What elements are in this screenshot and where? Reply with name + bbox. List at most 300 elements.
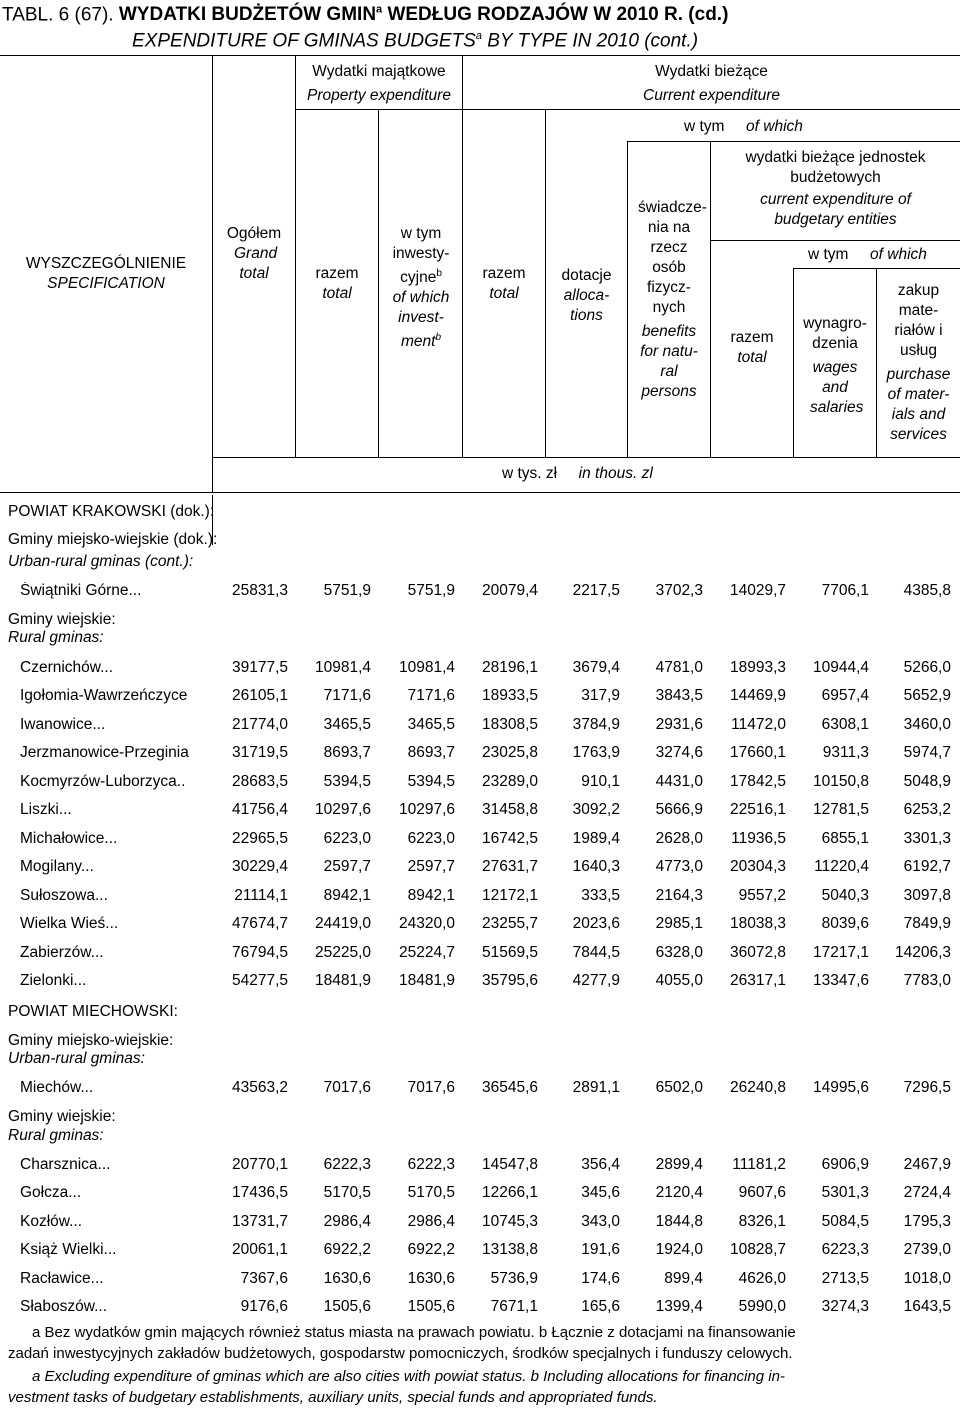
table-title-en-rest: BY TYPE IN 2010 (cont.) xyxy=(481,30,699,52)
table-cell: 47674,7 xyxy=(231,915,288,932)
units-pl: wydatki bieżące jednostek budżetowych xyxy=(745,149,926,186)
table-cell: 5170,5 xyxy=(323,1184,371,1201)
wages-en: wages and salaries xyxy=(810,359,864,416)
razem-label: razem xyxy=(730,329,774,346)
row-label xyxy=(20,744,212,762)
col-divider xyxy=(462,55,463,457)
table-cell: 22965,5 xyxy=(231,830,288,847)
table-cell: 5990,0 xyxy=(738,1298,786,1315)
table-cell: 2023,6 xyxy=(572,915,620,932)
table-cell: 9557,2 xyxy=(738,887,786,904)
wages-pl: wynagro-dzenia xyxy=(803,315,867,352)
table-cell: 7844,5 xyxy=(572,944,620,961)
table-cell: 6308,1 xyxy=(821,716,869,733)
wtym-label: w tym xyxy=(684,118,725,135)
table-cell: 7296,5 xyxy=(903,1079,951,1096)
total-label: total xyxy=(489,285,519,302)
table-cell: 12266,1 xyxy=(481,1184,538,1201)
table-cell: 5170,5 xyxy=(407,1184,455,1201)
table-title-main: WYDATKI BUDŻETÓW GMIN xyxy=(118,4,377,26)
property-en: Property expenditure xyxy=(307,87,451,104)
table-cell: 191,6 xyxy=(581,1241,620,1258)
row-label xyxy=(20,801,212,819)
table-cell: 36072,8 xyxy=(729,944,786,961)
table-cell: 9311,3 xyxy=(822,744,869,761)
table-cell: 2597,7 xyxy=(323,858,371,875)
table-cell: 31719,5 xyxy=(231,744,288,761)
gmina-name: Świątniki Górne xyxy=(20,582,129,599)
table-cell: 6223,0 xyxy=(407,830,455,847)
table-cell: 6922,2 xyxy=(407,1241,455,1258)
leader-dots: ... xyxy=(90,1270,104,1287)
footnote-marker-en: a xyxy=(475,30,482,42)
benefits-header xyxy=(628,198,710,402)
leader-dots: ... xyxy=(128,582,142,599)
table-cell: 18481,9 xyxy=(398,972,455,989)
table-cell: 6328,0 xyxy=(655,944,703,961)
table-cell: 43563,2 xyxy=(231,1079,288,1096)
gmina-name: Słaboszów xyxy=(20,1298,95,1315)
table-cell: 343,0 xyxy=(581,1213,620,1230)
table-cell: 30229,4 xyxy=(231,858,288,875)
table-cell: 1399,4 xyxy=(655,1298,703,1315)
section-rural-en: Rural gminas: xyxy=(8,629,104,646)
table-cell: 18308,5 xyxy=(481,716,538,733)
table-cell: 4626,0 xyxy=(738,1270,786,1287)
table-cell: 21774,0 xyxy=(231,716,288,733)
table-cell: 2739,0 xyxy=(903,1241,951,1258)
table-cell: 2467,9 xyxy=(903,1156,951,1173)
leader-dots: ... xyxy=(94,887,108,904)
table-cell: 21114,1 xyxy=(234,887,288,904)
table-cell: 8942,1 xyxy=(323,887,371,904)
wtym-label: w tym xyxy=(808,246,849,263)
row-label xyxy=(20,1298,212,1316)
table-cell: 5751,9 xyxy=(323,582,371,599)
table-cell: 17842,5 xyxy=(729,773,786,790)
table-cell: 1989,4 xyxy=(572,830,620,847)
header-top-rule xyxy=(0,55,960,56)
table-cell: 18933,5 xyxy=(481,687,538,704)
footnote-pl-2: zadań inwestycyjnych zakładów budżetowych, gospodarstw pomocniczych, środków specjalnych i funduszy celowych. xyxy=(8,1345,793,1362)
units-of-which-header xyxy=(808,245,927,265)
table-cell: 5652,9 xyxy=(903,687,951,704)
units-total-header xyxy=(711,328,793,368)
purchase-pl: zakup mate-riałów i usług xyxy=(894,282,943,359)
table-cell: 8039,6 xyxy=(821,915,869,932)
table-cell: 1844,8 xyxy=(655,1213,703,1230)
row-label xyxy=(20,659,212,677)
table-cell: 3843,5 xyxy=(655,687,703,704)
gmina-name: Racławice xyxy=(20,1270,91,1287)
leader-dots: ... xyxy=(105,915,119,932)
purchase-en: purchase of mater-ials and services xyxy=(886,366,951,443)
table-cell: 25224,7 xyxy=(398,944,455,961)
grand-pl: Ogółem xyxy=(226,225,282,242)
current-rule xyxy=(462,109,960,110)
property-header xyxy=(296,62,462,106)
table-cell: 6502,0 xyxy=(655,1079,703,1096)
razem-label: razem xyxy=(482,265,526,282)
gmina-name: Książ Wielki xyxy=(20,1241,104,1258)
property-pl: Wydatki majątkowe xyxy=(312,63,446,80)
allocations-header xyxy=(546,266,627,326)
benefits-pl: świadcze-nia na rzecz osób fizycz-nych xyxy=(638,199,707,316)
table-cell: 1630,6 xyxy=(323,1270,371,1287)
leader-dots: ... xyxy=(69,1213,83,1230)
gmina-name: Kozłów xyxy=(20,1213,70,1230)
table-cell: 3784,9 xyxy=(572,716,620,733)
col-divider xyxy=(295,55,296,457)
table-cell: 10297,6 xyxy=(314,801,371,818)
leader-dots: ... xyxy=(68,1184,82,1201)
current-header xyxy=(463,62,960,106)
table-cell: 4385,8 xyxy=(903,582,951,599)
table-title-pl xyxy=(2,4,728,26)
table-cell: 7017,6 xyxy=(407,1079,455,1096)
spec-header xyxy=(0,254,212,294)
table-cell: 20079,4 xyxy=(481,582,538,599)
table-cell: 8326,1 xyxy=(738,1213,786,1230)
table-cell: 51569,5 xyxy=(481,944,538,961)
row-label xyxy=(20,1184,212,1202)
table-cell: 6223,0 xyxy=(323,830,371,847)
table-cell: 1505,6 xyxy=(407,1298,455,1315)
table-cell: 6192,7 xyxy=(903,858,951,875)
total-label: total xyxy=(737,349,767,366)
table-cell: 20770,1 xyxy=(231,1156,288,1173)
leader-dots: ... xyxy=(90,944,104,961)
spec-pl: WYSZCZEGÓLNIENIE xyxy=(25,255,187,272)
table-cell: 24320,0 xyxy=(398,915,455,932)
table-cell: 39177,5 xyxy=(231,659,288,676)
table-cell: 2713,5 xyxy=(821,1270,869,1287)
grand-total-header xyxy=(214,224,294,284)
table-cell: 899,4 xyxy=(664,1270,703,1287)
table-cell: 2164,3 xyxy=(655,887,703,904)
row-label xyxy=(20,773,212,791)
table-cell: 6922,2 xyxy=(323,1241,371,1258)
table-cell: 31458,8 xyxy=(481,801,538,818)
table-cell: 23255,7 xyxy=(481,915,538,932)
table-cell: 20304,3 xyxy=(729,858,786,875)
leader-dots: ... xyxy=(94,1298,108,1315)
table-cell: 3097,8 xyxy=(903,887,951,904)
table-cell: 13347,6 xyxy=(812,972,869,989)
table-cell: 1018,0 xyxy=(903,1270,951,1287)
table-cell: 22516,1 xyxy=(729,801,786,818)
table-cell: 12781,5 xyxy=(812,801,869,818)
table-cell: 1763,9 xyxy=(572,744,620,761)
leader-dots: ... xyxy=(58,801,72,818)
table-cell: 54277,5 xyxy=(231,972,288,989)
table-cell: 11220,4 xyxy=(814,858,869,875)
table-cell: 25831,3 xyxy=(231,582,288,599)
gmina-name: Zielonki xyxy=(20,972,74,989)
gmina-name: Czernichów xyxy=(20,659,101,676)
table-cell: 7849,9 xyxy=(903,915,951,932)
table-cell: 10150,8 xyxy=(812,773,869,790)
table-cell: 5040,3 xyxy=(821,887,869,904)
gmina-name: Iwanowice xyxy=(20,716,93,733)
table-cell: 14206,3 xyxy=(894,944,951,961)
table-cell: 20061,1 xyxy=(231,1241,288,1258)
gmina-name: Wielka Wieś xyxy=(20,915,106,932)
table-cell: 6855,1 xyxy=(821,830,869,847)
table-cell: 28196,1 xyxy=(481,659,538,676)
wages-header xyxy=(794,314,876,418)
section-rural-en-2: Rural gminas: xyxy=(8,1127,104,1144)
table-cell: 1505,6 xyxy=(323,1298,371,1315)
table-cell: 76794,5 xyxy=(231,944,288,961)
section-urban-rural-en-2: Urban-rural gminas: xyxy=(8,1050,145,1067)
table-cell: 23289,0 xyxy=(481,773,538,790)
section-urban-rural-en: Urban-rural gminas (cont.): xyxy=(8,553,194,570)
table-cell: 3460,0 xyxy=(903,716,951,733)
table-cell: 1924,0 xyxy=(655,1241,703,1258)
gmina-name: Kocmyrzów-Luborzyca xyxy=(20,773,177,790)
table-cell: 6906,9 xyxy=(821,1156,869,1173)
table-cell: 5084,5 xyxy=(821,1213,869,1230)
invest-pl: w tym inwesty-cyjne$^b$ xyxy=(392,225,450,287)
purchase-header xyxy=(877,281,960,445)
table-cell: 23025,8 xyxy=(481,744,538,761)
table-cell: 5394,5 xyxy=(407,773,455,790)
leader-dots: ... xyxy=(97,1156,111,1173)
section-urban-rural-pl: Gminy miejsko-wiejskie (dok.): xyxy=(8,531,218,548)
table-cell: 13138,8 xyxy=(481,1241,538,1258)
total-label: total xyxy=(322,285,352,302)
invest-en: of which invest-ment$^b$ xyxy=(392,289,450,351)
table-cell: 910,1 xyxy=(581,773,620,790)
table-cell: 10745,3 xyxy=(481,1213,538,1230)
row-label xyxy=(20,972,212,990)
table-cell: 1630,6 xyxy=(407,1270,455,1287)
table-number: TABL. 6 (67). xyxy=(2,4,114,26)
table-cell: 35795,6 xyxy=(481,972,538,989)
table-cell: 8693,7 xyxy=(323,744,371,761)
table-cell: 7367,6 xyxy=(240,1270,288,1287)
table-cell: 14547,8 xyxy=(481,1156,538,1173)
table-cell: 7017,6 xyxy=(323,1079,371,1096)
row-label xyxy=(20,1156,212,1174)
table-cell: 4773,0 xyxy=(655,858,703,875)
footnote-marker: a xyxy=(376,4,383,16)
table-cell: 17436,5 xyxy=(231,1184,288,1201)
table-cell: 7783,0 xyxy=(903,972,951,989)
row-label xyxy=(20,716,212,734)
unit-en: in thous. zl xyxy=(578,465,653,482)
table-cell: 14995,6 xyxy=(812,1079,869,1096)
row-label xyxy=(20,858,212,876)
table-cell: 2985,1 xyxy=(655,915,703,932)
units-row xyxy=(502,464,653,484)
footnote-pl-1: a Bez wydatków gmin mających również status miasta na prawach powiatu. b Łącznie z dotacjami na finansowanie xyxy=(32,1324,796,1341)
table-cell: 10297,6 xyxy=(398,801,455,818)
table-cell: 5266,0 xyxy=(903,659,951,676)
table-cell: 26105,1 xyxy=(231,687,288,704)
table-cell: 2899,4 xyxy=(655,1156,703,1173)
table-cell: 5048,9 xyxy=(903,773,951,790)
ofwhich-rule xyxy=(627,141,960,142)
table-cell: 11936,5 xyxy=(731,830,786,847)
table-cell: 28683,5 xyxy=(231,773,288,790)
table-cell: 18038,3 xyxy=(729,915,786,932)
table-cell: 2986,4 xyxy=(323,1213,371,1230)
property-rule xyxy=(295,109,464,110)
table-cell: 16742,5 xyxy=(481,830,538,847)
gmina-name: Miechów xyxy=(20,1079,81,1096)
table-cell: 36545,6 xyxy=(481,1079,538,1096)
table-cell: 1795,3 xyxy=(903,1213,951,1230)
unit-pl: w tys. zł xyxy=(502,465,558,482)
table-cell: 2217,5 xyxy=(572,582,620,599)
table-cell: 3274,6 xyxy=(655,744,703,761)
section-rural-pl-2: Gminy wiejskie: xyxy=(8,1108,116,1125)
table-cell: 8693,7 xyxy=(407,744,455,761)
row-label xyxy=(20,915,212,933)
table-cell: 2628,0 xyxy=(655,830,703,847)
row-label xyxy=(20,887,212,905)
table-cell: 11181,2 xyxy=(732,1156,786,1173)
gmina-name: Jerzmanowice-Przeginia xyxy=(20,744,189,761)
table-cell: 6222,3 xyxy=(323,1156,371,1173)
footnote-en-1: a Excluding expenditure of gminas which are also cities with powiat status. b Including allocations for financing in- xyxy=(32,1368,785,1385)
table-cell: 4277,9 xyxy=(572,972,620,989)
table-cell: 13731,7 xyxy=(231,1213,288,1230)
table-cell: 14469,9 xyxy=(729,687,786,704)
table-cell: 7671,1 xyxy=(490,1298,538,1315)
table-cell: 1643,5 xyxy=(903,1298,951,1315)
table-cell: 345,6 xyxy=(581,1184,620,1201)
gmina-name: Michałowice xyxy=(20,830,105,847)
footnote-en-2: vestment tasks of budgetary establishments, auxiliary units, special funds and appropriated funds. xyxy=(8,1389,658,1406)
leader-dots: ... xyxy=(103,1241,117,1258)
table-cell: 8942,1 xyxy=(407,887,455,904)
table-cell: 17660,1 xyxy=(729,744,786,761)
units-row-rule xyxy=(212,457,960,458)
table-cell: 12172,1 xyxy=(481,887,538,904)
table-title-en-main: EXPENDITURE OF GMINAS BUDGETS xyxy=(132,30,476,52)
gmina-name: Gołcza xyxy=(20,1184,69,1201)
row-label xyxy=(20,1241,212,1259)
units-rule xyxy=(710,240,960,241)
table-cell: 18481,9 xyxy=(314,972,371,989)
section-powiat-krakowski: POWIAT KRAKOWSKI (dok.): xyxy=(8,503,215,520)
table-cell: 41756,4 xyxy=(231,801,288,818)
table-cell: 9176,6 xyxy=(240,1298,288,1315)
table-cell: 317,9 xyxy=(581,687,620,704)
table-cell: 5394,5 xyxy=(323,773,371,790)
table-cell: 1640,3 xyxy=(572,858,620,875)
table-cell: 26317,1 xyxy=(729,972,786,989)
gmina-name: Liszki xyxy=(20,801,59,818)
table-cell: 25225,0 xyxy=(314,944,371,961)
spec-en: SPECIFICATION xyxy=(47,275,165,292)
table-cell: 9607,6 xyxy=(738,1184,786,1201)
of-which-label: of which xyxy=(870,246,927,263)
table-cell: 5974,7 xyxy=(903,744,951,761)
table-cell: 11472,0 xyxy=(731,716,786,733)
row-label xyxy=(20,582,212,600)
current-total-header xyxy=(463,264,545,304)
leader-dots: ... xyxy=(104,830,118,847)
row-label xyxy=(20,944,212,962)
table-cell: 333,5 xyxy=(581,887,620,904)
leader-dots: ... xyxy=(100,659,114,676)
table-cell: 6223,3 xyxy=(821,1241,869,1258)
table-cell: 24419,0 xyxy=(314,915,371,932)
of-which-header xyxy=(684,117,803,137)
table-cell: 2891,1 xyxy=(572,1079,620,1096)
col-divider xyxy=(212,55,213,492)
dotacje-en: alloca-tions xyxy=(563,287,610,324)
razem-label: razem xyxy=(315,265,359,282)
units-en: current expenditure of budgetary entities xyxy=(760,191,911,228)
investment-header xyxy=(380,224,462,352)
table-cell: 4781,0 xyxy=(655,659,703,676)
table-cell: 5751,9 xyxy=(407,582,455,599)
col-divider xyxy=(378,109,379,457)
leader-dots: ... xyxy=(80,858,94,875)
table-cell: 3465,5 xyxy=(323,716,371,733)
units-header xyxy=(711,148,960,230)
table-cell: 3301,3 xyxy=(903,830,951,847)
table-cell: 10944,4 xyxy=(812,659,869,676)
row-label xyxy=(20,830,212,848)
grand-en: Grand total xyxy=(234,245,278,282)
table-cell: 10828,7 xyxy=(729,1241,786,1258)
current-pl: Wydatki bieżące xyxy=(655,63,768,80)
section-powiat-miechowski: POWIAT MIECHOWSKI: xyxy=(8,1003,178,1020)
gmina-name: Sułoszowa xyxy=(20,887,95,904)
table-cell: 2931,6 xyxy=(655,716,703,733)
table-cell: 10981,4 xyxy=(314,659,371,676)
row-label xyxy=(20,1079,212,1097)
table-cell: 7171,6 xyxy=(407,687,455,704)
gmina-name: Mogilany xyxy=(20,858,81,875)
leader-dots: .. xyxy=(176,773,186,790)
row-label xyxy=(20,1270,212,1288)
table-cell: 5736,9 xyxy=(490,1270,538,1287)
table-cell: 7706,1 xyxy=(821,582,869,599)
table-cell: 14029,7 xyxy=(729,582,786,599)
table-cell: 7171,6 xyxy=(323,687,371,704)
table-cell: 6957,4 xyxy=(821,687,869,704)
gmina-name: Charsznica xyxy=(20,1156,98,1173)
table-title-rest: WEDŁUG RODZAJÓW W 2010 R. (cd.) xyxy=(382,4,729,26)
table-cell: 18993,3 xyxy=(729,659,786,676)
table-cell: 4431,0 xyxy=(655,773,703,790)
table-cell: 2724,4 xyxy=(903,1184,951,1201)
table-cell: 3465,5 xyxy=(407,716,455,733)
gmina-name: Zabierzów xyxy=(20,944,91,961)
row-label xyxy=(20,687,212,705)
table-title-en xyxy=(132,30,698,52)
table-cell: 27631,7 xyxy=(481,858,538,875)
current-en: Current expenditure xyxy=(643,87,780,104)
table-cell: 3092,2 xyxy=(572,801,620,818)
of-which-label: of which xyxy=(746,118,803,135)
table-cell: 165,6 xyxy=(581,1298,620,1315)
table-cell: 3679,4 xyxy=(572,659,620,676)
table-cell: 3274,3 xyxy=(821,1298,869,1315)
benefits-en: benefits for natu-ral persons xyxy=(640,323,698,400)
table-cell: 6253,2 xyxy=(903,801,951,818)
table-cell: 3702,3 xyxy=(655,582,703,599)
table-cell: 2120,4 xyxy=(655,1184,703,1201)
table-cell: 5301,3 xyxy=(821,1184,869,1201)
